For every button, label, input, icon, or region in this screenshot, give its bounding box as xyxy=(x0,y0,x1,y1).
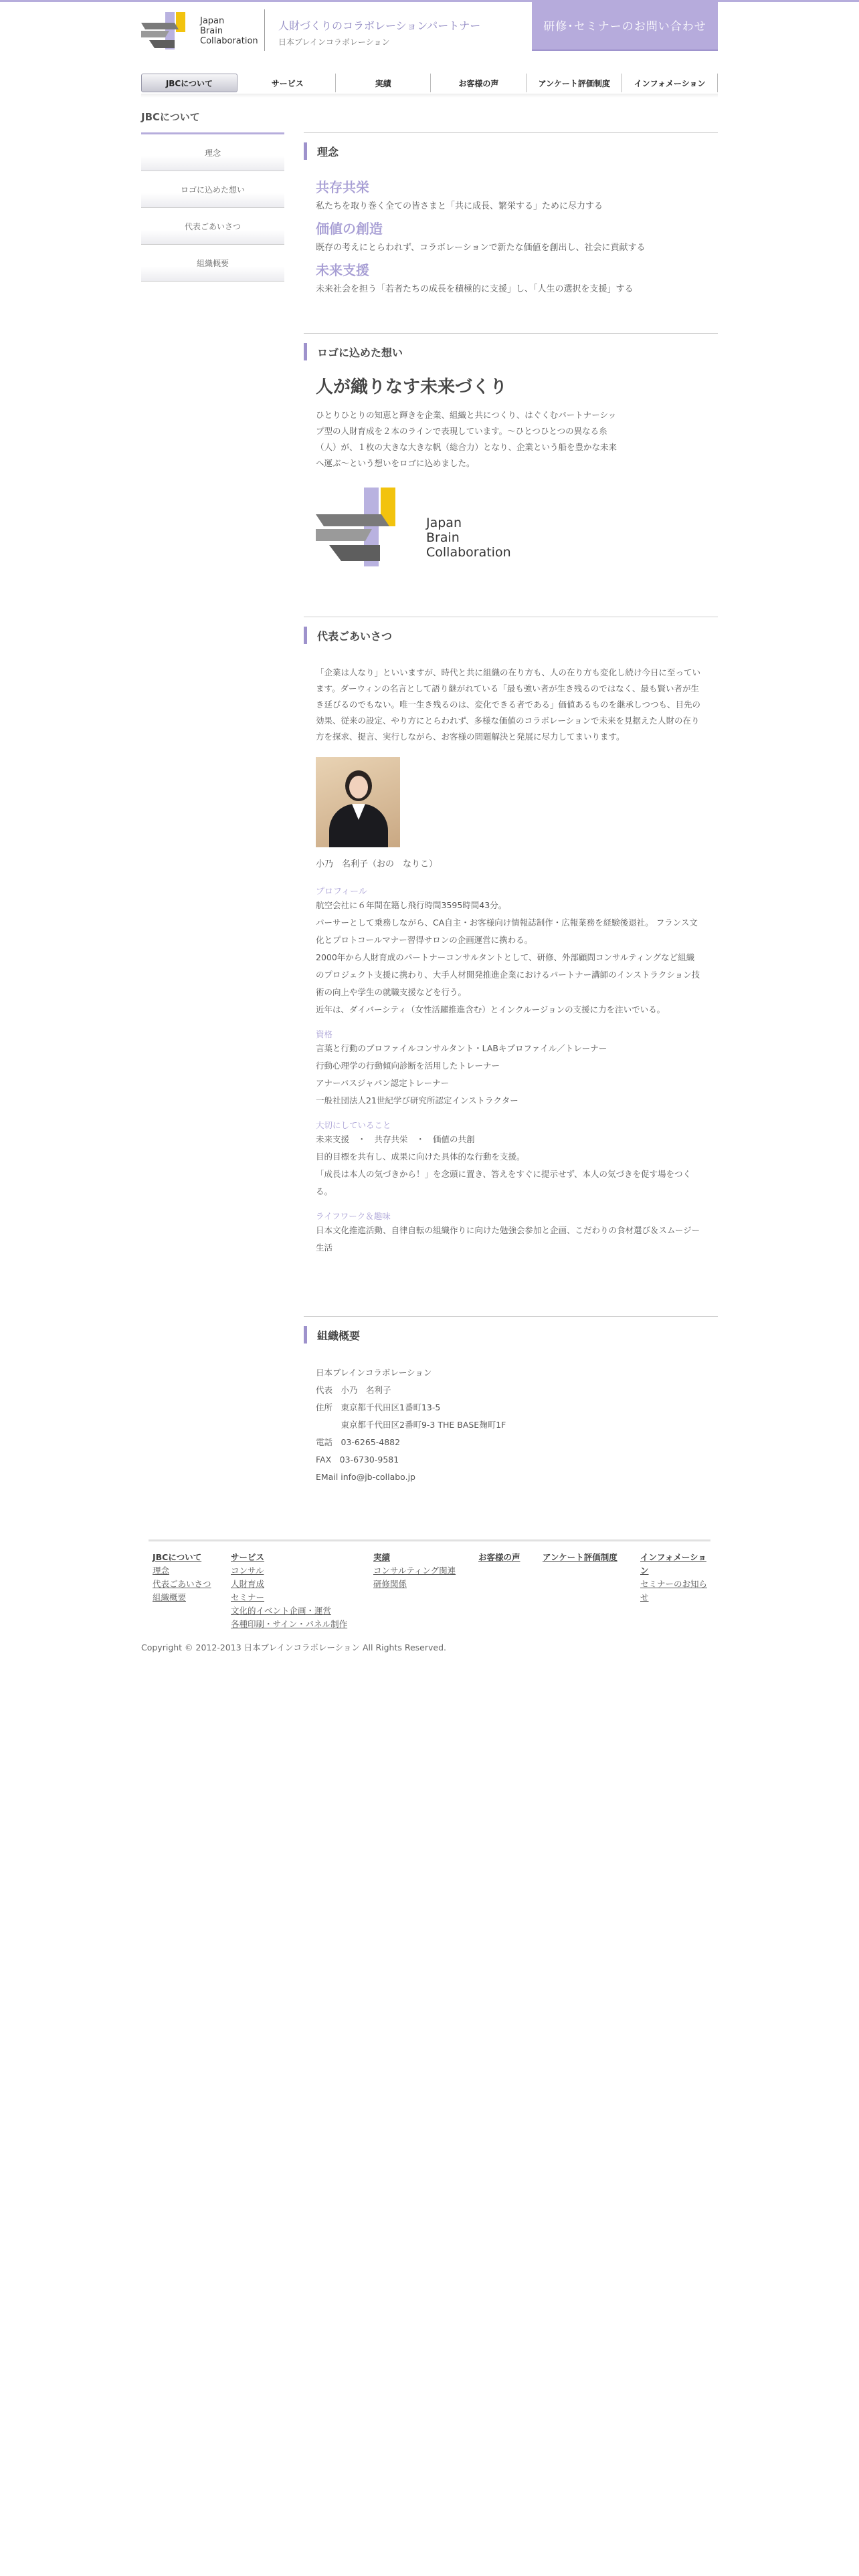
section-heading-text: ロゴに込めた想い xyxy=(317,346,403,359)
footer-column xyxy=(153,1551,211,1604)
values-line: 未来支援 ・ 共存共栄 ・ 価値の共創 xyxy=(316,1134,475,1144)
footer-link[interactable]: アンケート評価制度 xyxy=(543,1552,617,1562)
logo-text-line: Collaboration xyxy=(200,36,258,46)
footer-link[interactable]: 文化的イベント企画・運営 xyxy=(231,1606,332,1616)
sidebar-item-logo[interactable]: ロゴに込めた想い xyxy=(141,171,284,208)
organization-section xyxy=(304,1316,718,1486)
company-name: 日本ブレインコラボレーション xyxy=(278,37,390,47)
site-logo[interactable] xyxy=(141,9,265,53)
footer-column xyxy=(373,1551,456,1591)
header-divider xyxy=(264,9,265,51)
values-line: 「成長は本人の気づきから！」を念頭に置き、答えをすぐに提示せず、本人の気づきを促す場をつく xyxy=(316,1169,692,1179)
footer-link[interactable]: 各種印刷・サイン・パネル制作 xyxy=(231,1619,348,1629)
logo-mark-icon xyxy=(141,9,196,53)
organization-line: EMail info@jb-collabo.jp xyxy=(316,1472,415,1482)
representative-name: 小乃 名利子（おの なりこ） xyxy=(316,859,438,869)
logo-text-line: Japan xyxy=(200,16,225,26)
footer-link[interactable]: 実績 xyxy=(373,1552,391,1562)
lifework-line: 日本文化推進活動、自律自転の組織作りに向けた勉強会参加と企画、こだわりの食材選び＆スムージー xyxy=(316,1225,700,1235)
sidebar-item-organization[interactable]: 組織概要 xyxy=(141,245,284,282)
sidebar-item-philosophy[interactable]: 理念 xyxy=(141,134,284,171)
logo-paragraph-line: （人）が、１枚の大きな大きな帆（総合力）となり、企業という船を豊かな未来 xyxy=(316,442,617,452)
nav-item-about[interactable]: JBCについて xyxy=(141,74,237,92)
logo-mark-icon xyxy=(316,488,423,568)
values-line: る。 xyxy=(316,1186,333,1196)
footer-link[interactable]: セミナーのお知らせ xyxy=(640,1579,708,1602)
profile-line: 航空会社に６年間在籍し飛行時間3595時間43分。 xyxy=(316,900,507,910)
greeting-line: 方を探求、提言、実行しながら、お客様の問題解決と発展に尽力してまいります。 xyxy=(316,732,625,742)
qualification-line: 言葉と行動のプロファイルコンサルタント・LABキプロファイル／トレーナー xyxy=(316,1043,607,1053)
organization-line: FAX 03-6730-9581 xyxy=(316,1455,399,1465)
representative-photo xyxy=(316,757,400,847)
footer-link[interactable]: サービス xyxy=(231,1552,265,1562)
contact-button[interactable]: 研修･セミナーのお問い合わせ xyxy=(532,0,718,51)
footer-link[interactable]: 人財育成 xyxy=(231,1579,265,1589)
nav-item-information[interactable]: インフォメーション xyxy=(622,74,718,92)
values-heading: 大切にしていること xyxy=(316,1120,391,1130)
principle-desc: 私たちを取り巻く全ての皆さまと「共に成長、繁栄する」ために尽力する xyxy=(316,201,603,211)
philosophy-section xyxy=(304,132,718,333)
qualification-line: 行動心理学の行動傾向診断を活用したトレーナー xyxy=(316,1061,500,1071)
section-heading-text: 代表ごあいさつ xyxy=(317,630,393,643)
nav-item-voices[interactable]: お客様の声 xyxy=(431,74,527,92)
main-content xyxy=(304,132,718,1486)
logo-text-line: Brain xyxy=(426,530,460,545)
principle-desc: 既存の考えにとらわれず、コラボレーションで新たな価値を創出し、社会に貢献する xyxy=(316,243,646,253)
section-heading xyxy=(304,1316,718,1340)
nav-underline xyxy=(141,94,718,98)
large-logo xyxy=(316,488,537,572)
footer-link[interactable]: 理念 xyxy=(153,1566,170,1576)
profile-line: 近年は、ダイバーシティ（女性活躍推進含む）とインクルージョンの支援に力を注いでいる。 xyxy=(316,1004,666,1014)
page-title: JBCについて xyxy=(141,111,200,123)
greeting-line: 効果、従来の設定、やり方にとらわれず、多様な価値のコラボレーションで未来を見据えた人財の在り xyxy=(316,716,700,726)
principle-desc: 未来社会を担う「若者たちの成長を積極的に支援」し、「人生の選択を支援」する xyxy=(316,284,634,294)
section-heading-text: 理念 xyxy=(317,146,339,158)
section-heading-text: 組織概要 xyxy=(317,1329,361,1342)
nav-item-survey[interactable]: アンケート評価制度 xyxy=(527,74,622,92)
greeting-line: ます。ダーウィンの名言として語り継がれている「最も強い者が生き残るのではなく、最も賢い者が生 xyxy=(316,683,700,693)
footer-link[interactable]: 代表ごあいさつ xyxy=(153,1579,211,1589)
nav-item-results[interactable]: 実績 xyxy=(336,74,432,92)
section-heading xyxy=(304,333,718,357)
lifework-line: 生活 xyxy=(316,1243,333,1253)
logo-paragraph-line: へ運ぶ～という想いをロゴに込めました。 xyxy=(316,458,475,468)
page-container xyxy=(141,0,718,2576)
footer-column xyxy=(478,1551,520,1564)
site-tagline: 人財づくりのコラボレーションパートナー xyxy=(278,19,481,32)
principle-title: 価値の創造 xyxy=(316,221,383,237)
footer-link[interactable]: インフォメーション xyxy=(640,1552,706,1576)
qualification-line: 一般社団法人21世紀学び研究所認定インストラクター xyxy=(316,1095,518,1105)
qualifications-heading: 資格 xyxy=(316,1029,333,1039)
nav-item-service[interactable]: サービス xyxy=(240,74,336,92)
section-heading xyxy=(304,132,718,156)
greeting-line: 「企業は人なり」といいますが、時代と共に組織の在り方も、人の在り方も変化し続け今日に至ってい xyxy=(316,667,701,677)
footer-link[interactable]: セミナー xyxy=(231,1592,265,1602)
footer-link[interactable]: コンサル xyxy=(231,1566,264,1576)
organization-line: 東京都千代田区2番町9-3 THE BASE麹町1F xyxy=(316,1420,506,1430)
principle-title: 共存共栄 xyxy=(316,179,369,195)
principle-title: 未来支援 xyxy=(316,262,369,278)
logo-headline: 人が織りなす未来づくり xyxy=(316,377,508,397)
greeting-section xyxy=(304,617,718,1316)
profile-line: パーサーとして乗務しながら、CA自主・お客様向け情報誌制作・広報業務を経験後退社。 フランス文 xyxy=(316,918,698,928)
main-nav xyxy=(141,74,718,92)
footer-link[interactable]: 組織概要 xyxy=(153,1592,187,1602)
qualification-line: アナーバスジャパン認定トレーナー xyxy=(316,1078,450,1088)
logo-section xyxy=(304,333,718,617)
logo-text-line: Brain xyxy=(200,26,223,36)
footer-column xyxy=(231,1551,347,1631)
profile-heading: プロフィール xyxy=(316,887,367,897)
logo-text-line: Japan xyxy=(426,516,462,530)
sidebar-item-greeting[interactable]: 代表ごあいさつ xyxy=(141,208,284,245)
footer-link[interactable]: お客様の声 xyxy=(478,1552,520,1562)
organization-line: 代表 小乃 名利子 xyxy=(316,1385,391,1395)
footer-column xyxy=(543,1551,617,1564)
profile-line: 化とプロトコールマナー習得サロンの企画運営に携わる。 xyxy=(316,935,533,945)
organization-line: 電話 03-6265-4882 xyxy=(316,1437,401,1447)
footer-link[interactable]: コンサルティング関連 xyxy=(373,1566,456,1576)
logo-paragraph-line: ひとりひとりの知恵と輝きを企業、組織と共につくり、はぐくむパートナーシッ xyxy=(316,410,617,420)
logo-text-line: Collaboration xyxy=(426,545,511,560)
values-line: 目的目標を共有し、成果に向けた具体的な行動を支援。 xyxy=(316,1152,525,1162)
footer-link[interactable]: JBCについて xyxy=(153,1552,202,1562)
organization-line: 日本ブレインコラボレーション xyxy=(316,1368,432,1378)
footer-column xyxy=(640,1551,710,1604)
profile-line: 2000年から人財育成のパートナーコンサルタントとして、研修、外部顧問コンサルティングなど組織 xyxy=(316,952,695,962)
organization-line: 住所 東京都千代田区1番町13-5 xyxy=(316,1402,441,1412)
lifework-heading: ライフワーク＆趣味 xyxy=(316,1211,391,1221)
greeting-line: き延びるのでもない。唯一生き残るのは、変化できる者である」価値あるものを継承しつつも、目先の xyxy=(316,700,701,710)
profile-line: 術の向上や学生の就職支援などを行う。 xyxy=(316,987,467,997)
profile-line: のプロジェクト支援に携わり、大手人材開発推進企業におけるパートナー講師のインストラクション技 xyxy=(316,970,700,980)
sidebar xyxy=(141,132,284,282)
logo-paragraph-line: プ型の人財育成を２本のラインで表現しています。～ひとつひとつの異なる糸 xyxy=(316,426,607,436)
section-heading xyxy=(304,617,718,641)
footer-nav xyxy=(149,1539,710,1629)
copyright: Copyright © 2012-2013 日本ブレインコラボレーション All Rights Reserved. xyxy=(141,1642,447,1652)
footer-link[interactable]: 研修関係 xyxy=(373,1579,407,1589)
